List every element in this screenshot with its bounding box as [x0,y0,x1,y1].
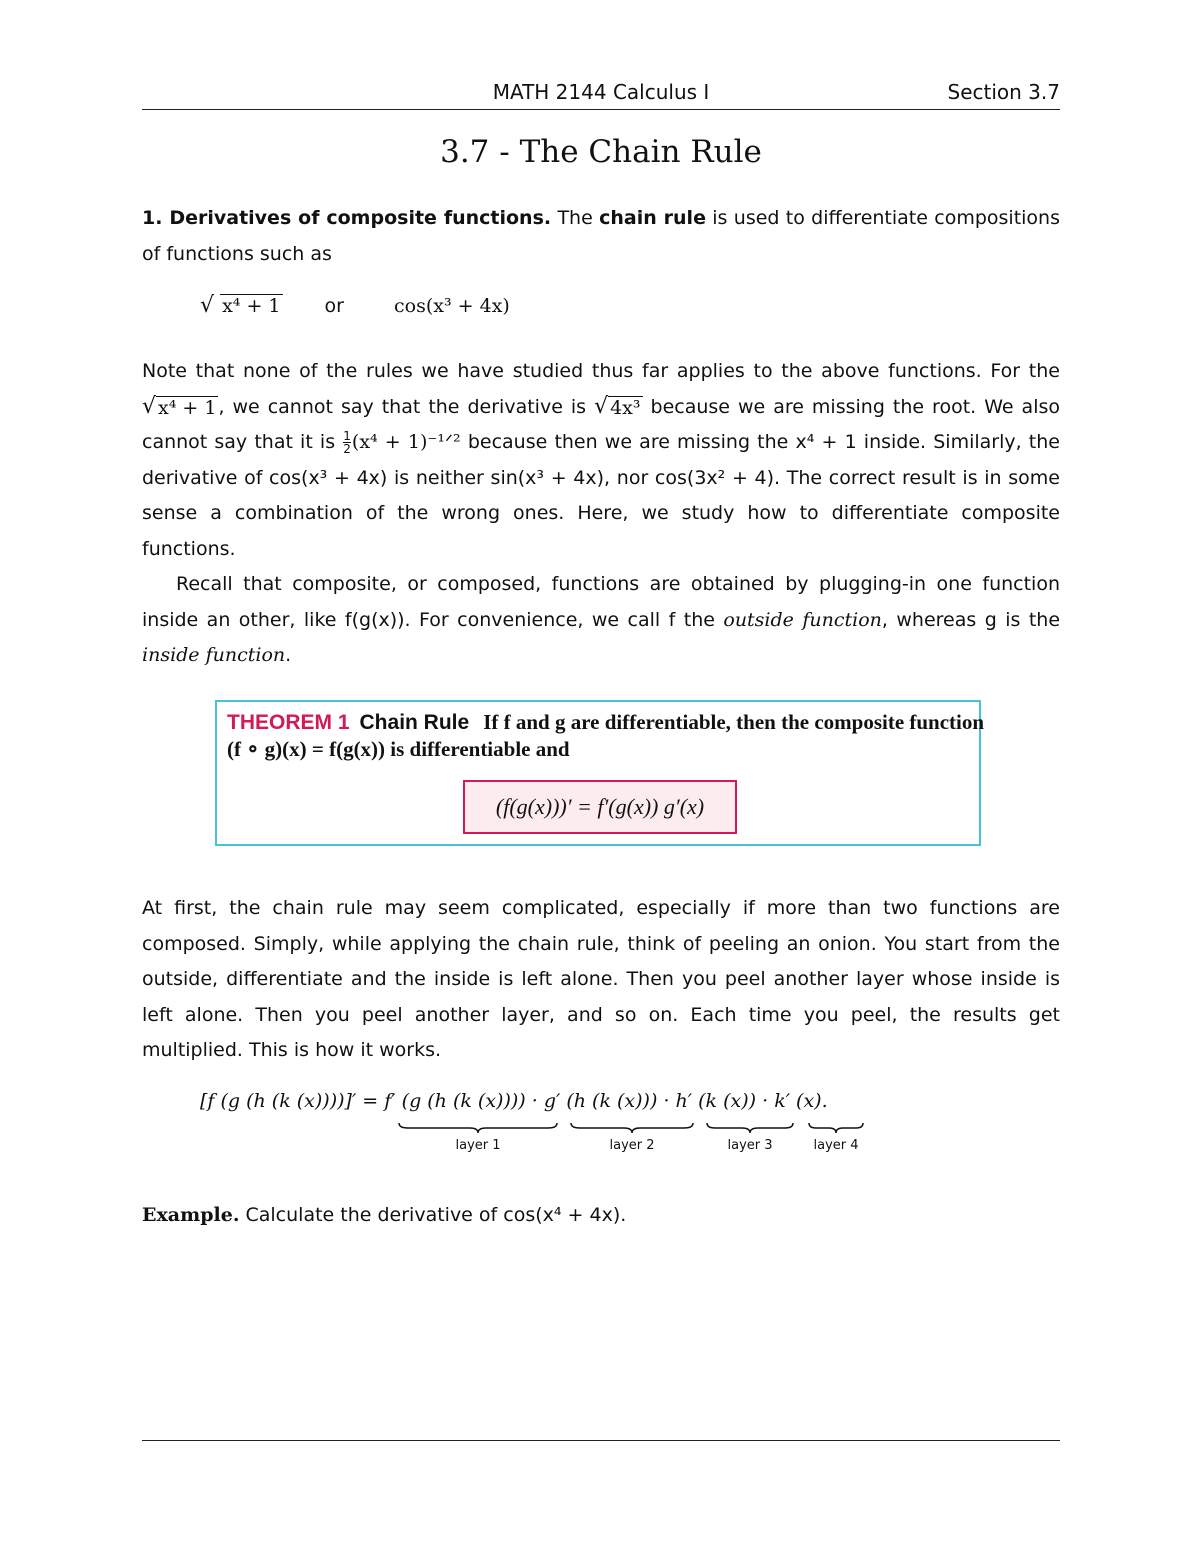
theorem-label: THEOREM 1 [227,711,350,734]
layer-4-label: layer 4 [813,1138,859,1153]
section-label: Section 3.7 [947,80,1060,104]
intro-paragraph: 1. Derivatives of composite functions. The chain rule is used to differentiate compositions of functions such as [142,207,1060,265]
layer-3-term: h′ (k (x)) [675,1090,757,1112]
example-paragraph: Example. Calculate the derivative of cos(x⁴ + 4x). [142,1204,627,1226]
section-heading: 1. Derivatives of composite functions. [142,207,552,229]
outside-function-term: outside function [723,608,882,631]
sqrt-expression: √ x⁴ + 1 [200,293,281,318]
radical-sign: √ [142,393,157,419]
example-label: Example. [142,1204,240,1226]
course-title: MATH 2144 Calculus I [492,80,710,104]
chain-rule-formula: (f(g(x)))′ = f′(g(x)) g′(x) [463,780,737,834]
paragraph-composite-recall: Recall that composite, or composed, functions are obtained by plugging-in one function inside an other, like f(g(x)). For convenience, we call f the outside function, whereas g is the inside function. [142,573,1061,666]
document-page [142,0,1060,1553]
layer-1-label: layer 1 [455,1138,501,1153]
radical-sign: √ [200,293,215,318]
inside-function-term: inside function [142,644,286,666]
header-rule [142,109,1060,110]
layer-2-label: layer 2 [609,1138,655,1153]
or-word: or [324,295,344,317]
paragraph-wrong-derivatives: Note that none of the rules we have studied thus far applies to the above functions. For the √ x⁴ + 1 , we cannot say that the derivative is √ 4x³ because we are missing the root. We also cannot say that it is $\frac{1}{2}$ (x⁴ + 1)⁻¹ᐟ² because then we are missing the x⁴ + 1 inside. Similarly, the derivative of cos(x³ + 4x) is neither sin(x³ + 4x), nor cos(3x² + 4). The correct result is in some sense a combination of the wrong ones. Here, we study how to differentiate composite functions. [142,360,1060,560]
theorem-box: THEOREM 1 Chain Rule If f and g are differentiable, then the composite function (f ∘ g)(x) = f(g(x)) is differentiable and (f(g(x)))′ = f′(g(x)) g′(x) [215,700,981,846]
footer-rule [142,1440,1060,1441]
chain-rule-term: chain rule [599,207,706,229]
equation-lhs: [f (g (h (k (x))))]′ = [200,1090,379,1112]
underbrace-layer-1 [398,1122,558,1134]
paragraph-onion: At first, the chain rule may seem complicated, especially if more than two functions are composed. Simply, while applying the chain rule, think of peeling an onion. You start from the outside, differentiate and the inside is left alone. Then you peel another layer whose inside is left alone. Then you peel another layer, and so on. Each time you peel, the results get multiplied. This is how it works. [142,897,1060,1061]
running-header [142,80,1060,110]
layer-1-term: f′ (g (h (k (x)))) [384,1090,526,1112]
underbrace-layer-2 [570,1122,694,1134]
theorem-name: Chain Rule [359,711,470,734]
underbrace-layer-4 [808,1122,864,1134]
page-title: 3.7 - The Chain Rule [440,134,762,170]
layer-2-term: g′ (h (k (x))) [543,1090,658,1112]
one-half-fraction: $\frac{1}{2}$ [343,429,351,456]
layer-3-label: layer 3 [727,1138,773,1153]
layer-4-term: k′ (x) [774,1090,822,1112]
cos-expression: cos(x³ + 4x) [394,295,510,317]
layered-chain-rule-equation: [f (g (h (k (x))))]′ = f′ (g (h (k (x)))) · g′ (h (k (x))) · h′ (k (x)) · k′ (x). layer 1 layer 2 layer 3 layer 4 [200,1090,960,1160]
example-functions [200,294,510,317]
underbrace-layer-3 [706,1122,794,1134]
radical-sign: √ [594,393,609,419]
